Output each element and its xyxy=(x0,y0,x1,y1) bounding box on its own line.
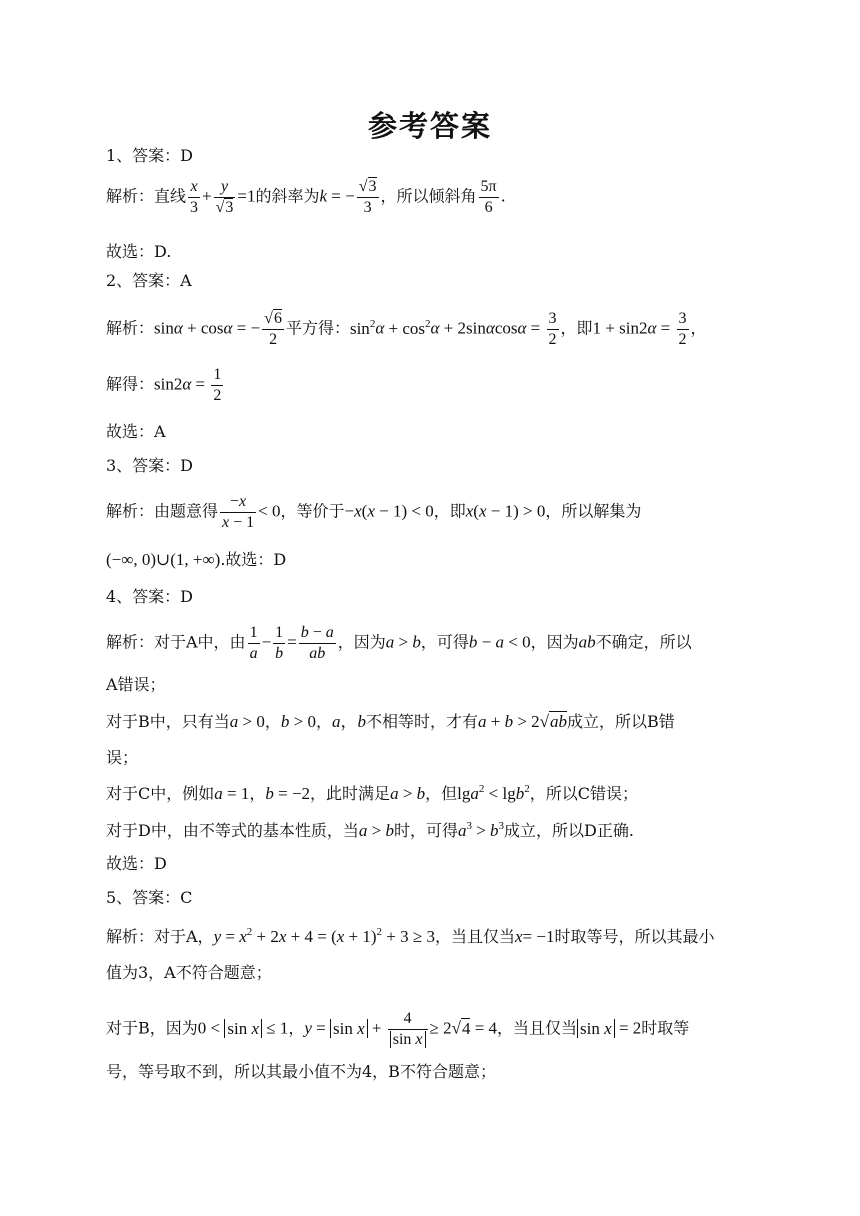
q4-option-c: 对于C中，例如a = 1，b = −2，此时满足a > b，但lga$^2$ < lgb$^2$，所以C错误； xyxy=(106,783,638,803)
q5-option-a-end: 值为3，A不符合题意； xyxy=(106,963,272,982)
q2-answer: 2、答案：A xyxy=(106,271,192,290)
q2-solve: 解得：sin2α = $\frac{1}{2}$ xyxy=(106,366,222,404)
q4-choice: 故选：D xyxy=(106,854,167,873)
q5-option-b-end: 号，等号取不到，所以其最小值不为4，B不符合题意； xyxy=(106,1062,496,1081)
q1-choice: 故选：D. xyxy=(106,242,172,261)
page-title: 参考答案 xyxy=(367,109,492,143)
q4-answer: 4、答案：D xyxy=(106,587,194,606)
q4-option-b-end: 误； xyxy=(106,748,139,767)
q1-analysis: 解析：直线 $\frac{x}{3}$ + $\frac{y}{√3}$ =1的斜率为k = − $\frac{√3}{3}$ ，所以倾斜角 $\frac{5\pi}{6}$ . xyxy=(106,178,506,216)
q4-option-b: 对于B中，只有当a > 0，b > 0，a，b不相等时，才有a + b > 2√ab成立，所以B错 xyxy=(106,712,675,731)
q1-answer: 1、答案：D xyxy=(106,146,194,165)
q4-option-a-end: A错误； xyxy=(106,675,166,694)
q5-option-a: 解析：对于A，$y = x^2 + 2x + 4 = (x + 1)^2 + 3 \ge 3$，当且仅当x= −1时取等号，所以其最小 xyxy=(106,926,715,946)
q2-choice: 故选：A xyxy=(106,422,166,441)
q3-analysis: 解析：由题意得 $\frac{-x}{x - 1}$ < 0，等价于−x(x − 1) < 0，即x(x − 1) > 0，所以解集为 xyxy=(106,493,642,531)
q5-option-b: 对于B，因为0 < sin x ≤ 1，y = sin x + $\frac{4}{\text{sin x}}$ ≥ 2√4 = 4，当且仅当 sin x = 2时取等 xyxy=(106,1010,690,1048)
q3-answer: 3、答案：D xyxy=(106,456,194,475)
q2-analysis: 解析：sinα + cosα = − $\frac{√6}{2}$ 平方得：$\sin^2\alpha + \cos^2\alpha + 2\sin\alpha\cos\alpha$ = $\frac{3}{2}$ ，即1 + sin2α = $\frac{3}{2}$ ， xyxy=(106,310,707,348)
q4-option-a: 解析：对于A中，由 $\frac{1}{a}$ − $\frac{1}{b}$ = $\frac{b - a}{ab}$ ，因为a > b，可得b − a < 0，因为ab不确定，所以 xyxy=(106,624,692,662)
q5-answer: 5、答案：C xyxy=(106,888,193,907)
q4-option-d: 对于D中，由不等式的基本性质，当a > b时，可得$a^3 > b^3$成立，所以D正确. xyxy=(106,820,634,840)
q3-solution-set: (−∞, 0)∪(1, +∞).故选：D xyxy=(106,550,287,569)
